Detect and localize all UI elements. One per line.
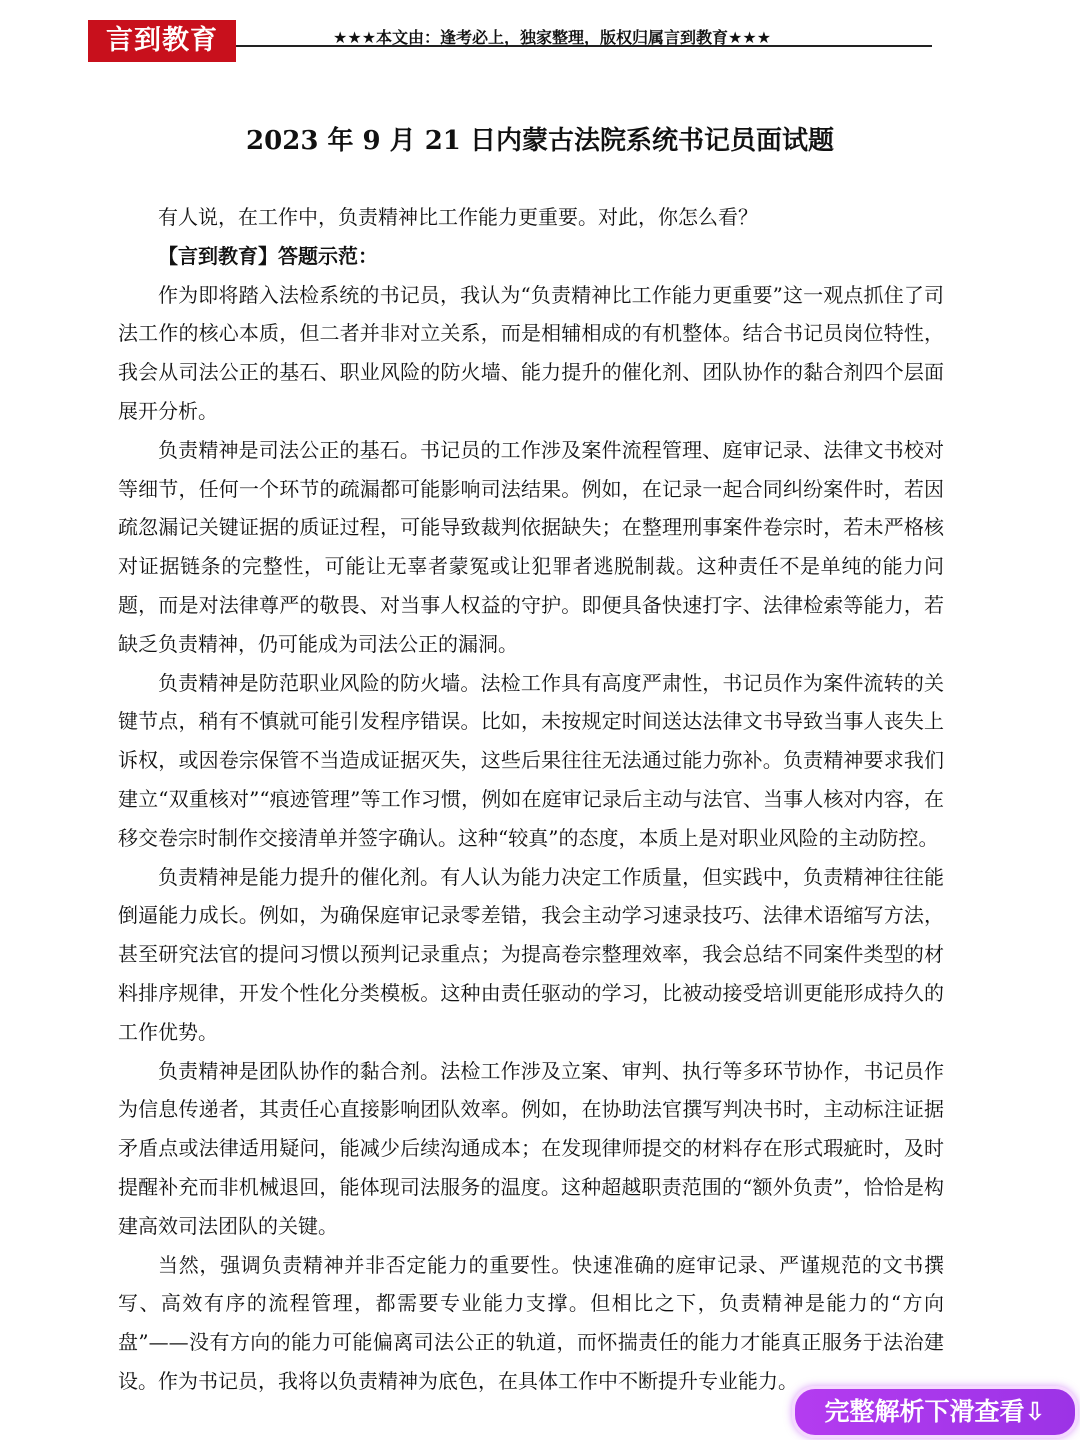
page-title: 2023 年 9 月 21 日内蒙古法院系统书记员面试题	[246, 126, 834, 156]
document-header	[88, 20, 932, 62]
scroll-down-button[interactable]: 完整解析下滑查看⇩	[792, 1386, 1078, 1438]
paragraph-firewall: 负责精神是防范职业风险的防火墙。法检工作具有高度严肃性，书记员作为案件流转的关键节点，稍有不慎就可能引发程序错误。比如，未按规定时间送达法律文书导致当事人丧失上诉权，或因卷宗保管不当造成证据灭失，这些后果往往无法通过能力弥补。负责精神要求我们建立“双重核对”“痕迹管理”等工作习惯，例如在庭审记录后主动与法官、当事人核对内容，在移交卷宗时制作交接清单并签字确认。这种“较真”的态度，本质上是对职业风险的主动防控。	[118, 670, 944, 850]
question-text: 有人说，在工作中，负责精神比工作能力更重要。对此，你怎么看？	[158, 205, 758, 229]
header-slogan: ★★★本文由：逢考必上，独家整理，版权归属言到教育★★★	[333, 28, 772, 47]
paragraph-foundation: 负责精神是司法公正的基石。书记员的工作涉及案件流程管理、庭审记录、法律文书校对等细节，任何一个环节的疏漏都可能影响司法结果。例如，在记录一起合同纠纷案件时，若因疏忽漏记关键证据的质证过程，可能导致裁判依据缺失；在整理刑事案件卷宗时，若未严格核对证据链条的完整性，可能让无辜者蒙冤或让犯罪者逃脱制裁。这种责任不是单纯的能力问题，而是对法律尊严的敬畏、对当事人权益的守护。即便具备快速打字、法律检索等能力，若缺乏负责精神，仍可能成为司法公正的漏洞。	[118, 437, 944, 656]
paragraph-intro: 作为即将踏入法检系统的书记员，我认为“负责精神比工作能力更重要”这一观点抓住了司法工作的核心本质，但二者并非对立关系，而是相辅相成的有机整体。结合书记员岗位特性，我会从司法公正的基石、职业风险的防火墙、能力提升的催化剂、团队协作的黏合剂四个层面展开分析。	[118, 282, 944, 423]
answer-tag: 【言到教育】答题示范：	[158, 243, 378, 268]
paragraph-conclusion: 当然，强调负责精神并非否定能力的重要性。快速准确的庭审记录、严谨规范的文书撰写、高效有序的流程管理，都需要专业能力支撑。但相比之下，负责精神是能力的“方向盘”——没有方向的能力可能偏离司法公正的轨道，而怀揣责任的能力才能真正服务于法治建设。作为书记员，我将以负责精神为底色，在具体工作中不断提升专业能力。	[118, 1252, 944, 1393]
brand-logo: 言到教育	[88, 20, 236, 62]
paragraph-catalyst: 负责精神是能力提升的催化剂。有人认为能力决定工作质量，但实践中，负责精神往往能倒逼能力成长。例如，为确保庭审记录零差错，我会主动学习速录技巧、法律术语缩写方法，甚至研究法官的提问习惯以预判记录重点；为提高卷宗整理效率，我会总结不同案件类型的材料排序规律，开发个性化分类模板。这种由责任驱动的学习，比被动接受培训更能形成持久的工作优势。	[118, 864, 944, 1044]
document-body	[118, 198, 944, 1401]
paragraph-teamwork: 负责精神是团队协作的黏合剂。法检工作涉及立案、审判、执行等多环节协作，书记员作为信息传递者，其责任心直接影响团队效率。例如，在协助法官撰写判决书时，主动标注证据矛盾点或法律适用疑问，能减少后续沟通成本；在发现律师提交的材料存在形式瑕疵时，及时提醒补充而非机械退回，能体现司法服务的温度。这种超越职责范围的“额外负责”，恰恰是构建高效司法团队的关键。	[118, 1058, 944, 1238]
